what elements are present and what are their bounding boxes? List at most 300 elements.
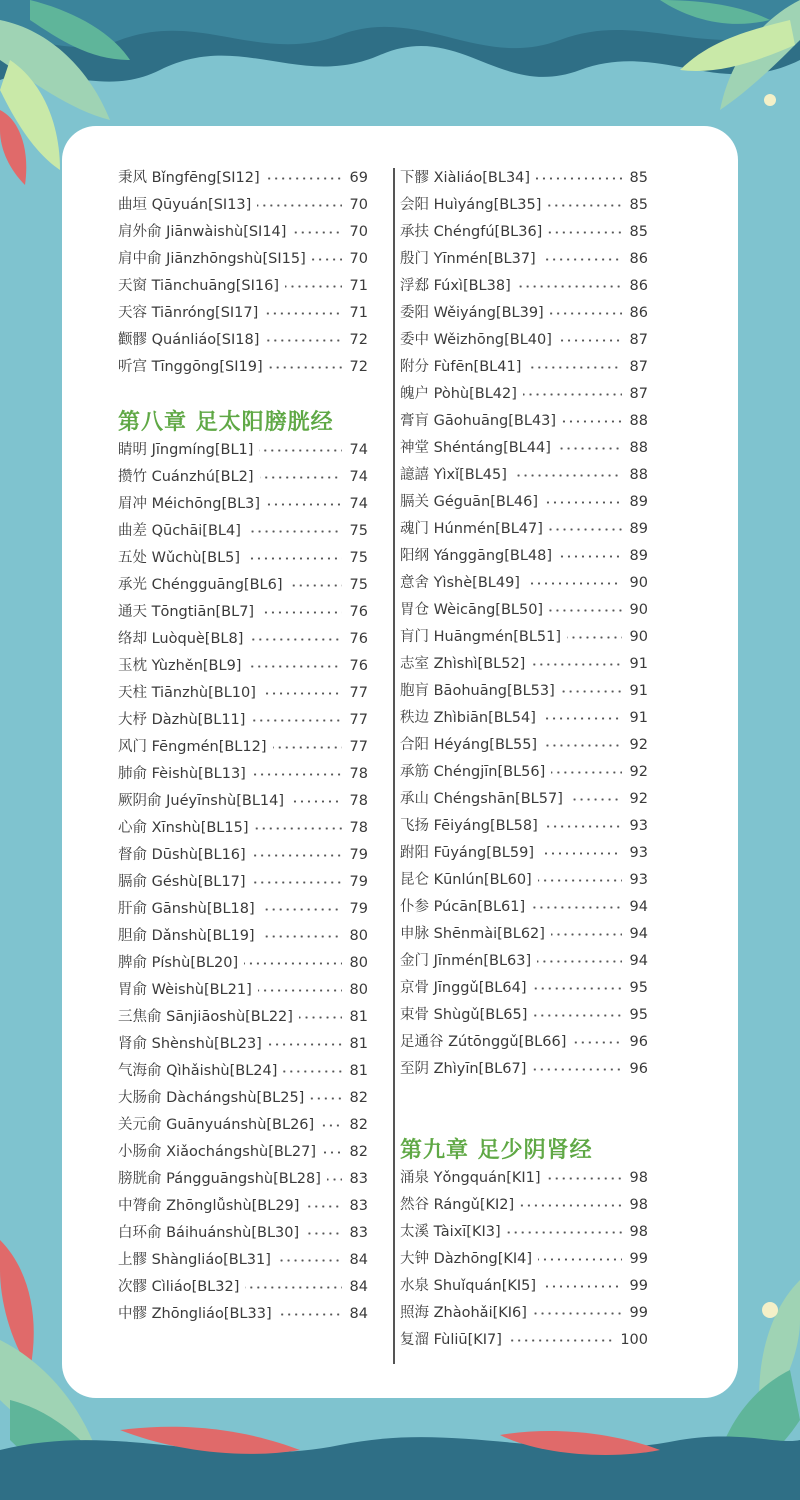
entry-page-number: 99 (629, 1305, 648, 1321)
leader-dots (517, 285, 622, 288)
entry-page-number: 91 (629, 710, 648, 726)
entry-name: 白环俞 Báihuánshù[BL30] (118, 1225, 300, 1241)
toc-entry[interactable] (400, 1219, 648, 1246)
entry-page-number: 98 (629, 1170, 648, 1186)
entry-name: 脾俞 Píshù[BL20] (118, 955, 239, 971)
entry-name: 上髎 Shàngliáo[BL31] (118, 1252, 271, 1268)
leader-dots (290, 800, 342, 803)
entry-page-number: 88 (629, 440, 648, 456)
entry-page-number: 91 (629, 683, 648, 699)
toc-entry[interactable] (400, 921, 648, 948)
toc-entry[interactable] (400, 597, 648, 624)
entry-name: 魂门 Húnmén[BL47] (400, 521, 543, 537)
toc-entry[interactable] (118, 192, 368, 219)
toc-entry[interactable] (400, 1300, 648, 1327)
entry-page-number: 86 (629, 251, 648, 267)
entry-name: 膏肓 Gāohuāng[BL43] (400, 413, 557, 429)
entry-page-number: 70 (349, 197, 368, 213)
entry-page-number: 83 (349, 1198, 368, 1214)
leader-dots (538, 879, 622, 882)
leader-dots (266, 177, 342, 180)
leader-dots (532, 1068, 622, 1071)
leader-dots (252, 773, 342, 776)
leader-dots (264, 312, 342, 315)
leader-dots (312, 258, 342, 261)
leader-dots (551, 933, 622, 936)
entry-name: 胃仓 Wèicāng[BL50] (400, 602, 544, 618)
entry-name: 厥阴俞 Juéyīnshù[BL14] (118, 793, 285, 809)
entry-page-number: 93 (629, 872, 648, 888)
leader-dots (299, 1016, 342, 1019)
toc-entry[interactable] (118, 327, 368, 354)
entry-page-number: 100 (620, 1332, 648, 1348)
entry-name: 秩边 Zhìbiān[BL54] (400, 710, 536, 726)
entry-page-number: 74 (349, 442, 368, 458)
entry-name: 膈俞 Géshù[BL17] (118, 874, 246, 890)
entry-name: 承山 Chéngshān[BL57] (400, 791, 563, 807)
toc-entry[interactable] (118, 734, 368, 761)
entry-page-number: 74 (349, 496, 368, 512)
toc-entry[interactable] (400, 1192, 648, 1219)
entry-name: 胆俞 Dǎnshù[BL19] (118, 928, 255, 944)
entry-name: 然谷 Rángǔ[KI2] (400, 1197, 515, 1213)
entry-name: 曲垣 Qūyuán[SI13] (118, 197, 252, 213)
entry-page-number: 87 (629, 386, 648, 402)
entry-page-number: 78 (349, 793, 368, 809)
entry-page-number: 79 (349, 901, 368, 917)
toc-entry[interactable] (118, 761, 368, 788)
entry-page-number: 88 (629, 413, 648, 429)
entry-page-number: 95 (629, 980, 648, 996)
leader-dots (533, 1014, 622, 1017)
leader-dots (558, 339, 622, 342)
entry-page-number: 77 (349, 712, 368, 728)
entry-name: 五处 Wǔchù[BL5] (118, 550, 241, 566)
entry-page-number: 92 (629, 791, 648, 807)
toc-entry[interactable] (118, 518, 368, 545)
leader-dots (520, 1204, 622, 1207)
toc-entry[interactable] (400, 300, 648, 327)
entry-name: 络却 Luòquè[BL8] (118, 631, 244, 647)
leader-dots (557, 447, 622, 450)
entry-page-number: 75 (349, 523, 368, 539)
entry-name: 曲差 Qūchāi[BL4] (118, 523, 241, 539)
leader-dots (322, 1151, 342, 1154)
toc-entry[interactable] (118, 1031, 368, 1058)
entry-page-number: 76 (349, 604, 368, 620)
entry-name: 眉冲 Méichōng[BL3] (118, 496, 261, 512)
toc-entry[interactable] (118, 572, 368, 599)
entry-name: 三焦俞 Sānjiāoshù[BL22] (118, 1009, 293, 1025)
entry-name: 玉枕 Yùzhěn[BL9] (118, 658, 242, 674)
entry-page-number: 89 (629, 494, 648, 510)
leader-dots (268, 1043, 342, 1046)
leader-dots (327, 1178, 342, 1181)
entry-page-number: 78 (349, 820, 368, 836)
toc-entry[interactable] (118, 1004, 368, 1031)
entry-page-number: 84 (349, 1306, 368, 1322)
entry-name: 肩外俞 Jiānwàishù[SI14] (118, 224, 287, 240)
leader-dots (305, 1205, 342, 1208)
entry-name: 肝俞 Gānshù[BL18] (118, 901, 255, 917)
toc-entry[interactable] (118, 165, 368, 192)
toc-entry[interactable] (118, 842, 368, 869)
entry-name: 风门 Fēngmén[BL12] (118, 739, 267, 755)
leader-dots (527, 366, 622, 369)
toc-entry[interactable] (118, 1247, 368, 1274)
toc-entry[interactable] (118, 1193, 368, 1220)
leader-dots (544, 825, 622, 828)
toc-entry[interactable] (400, 165, 648, 192)
toc-entry[interactable] (118, 1058, 368, 1085)
toc-entry[interactable] (400, 246, 648, 273)
leader-dots (273, 746, 343, 749)
leader-dots (507, 1231, 622, 1234)
entry-name: 跗阳 Fūyáng[BL59] (400, 845, 534, 861)
entry-list (400, 1165, 648, 1354)
entry-page-number: 87 (629, 359, 648, 375)
toc-entry[interactable] (400, 543, 648, 570)
entry-name: 仆参 Púcān[BL61] (400, 899, 526, 915)
entry-name: 太溪 Tàixī[KI3] (400, 1224, 501, 1240)
toc-entry[interactable] (118, 246, 368, 273)
leader-dots (536, 177, 622, 180)
entry-name: 天柱 Tiānzhù[BL10] (118, 685, 256, 701)
entry-name: 大钟 Dàzhōng[KI4] (400, 1251, 533, 1267)
toc-entry[interactable] (400, 354, 648, 381)
entry-page-number: 92 (629, 764, 648, 780)
entry-name: 复溜 Fùliū[KI7] (400, 1332, 502, 1348)
toc-entry[interactable] (400, 1246, 648, 1273)
entry-name: 下髎 Xiàliáo[BL34] (400, 170, 531, 186)
chapter-heading: 第八章 足太阳膀胱经 (118, 410, 334, 435)
entry-name: 肾俞 Shènshù[BL23] (118, 1036, 262, 1052)
entry-page-number: 70 (349, 251, 368, 267)
entry-name: 听宫 Tīnggōng[SI19] (118, 359, 263, 375)
entry-page-number: 82 (349, 1144, 368, 1160)
entry-page-number: 70 (349, 224, 368, 240)
entry-page-number: 90 (629, 575, 648, 591)
entry-page-number: 75 (349, 550, 368, 566)
toc-entry[interactable] (118, 896, 368, 923)
toc-entry[interactable] (400, 786, 648, 813)
toc-entry[interactable] (118, 300, 368, 327)
toc-entry[interactable] (118, 815, 368, 842)
entry-page-number: 93 (629, 818, 648, 834)
toc-entry[interactable] (118, 869, 368, 896)
entry-page-number: 79 (349, 847, 368, 863)
entry-name: 膈关 Géguān[BL46] (400, 494, 539, 510)
toc-entry[interactable] (400, 516, 648, 543)
leader-dots (538, 1258, 622, 1261)
toc-entry[interactable] (400, 570, 648, 597)
entry-page-number: 96 (629, 1061, 648, 1077)
entry-name: 中髎 Zhōngliáo[BL33] (118, 1306, 272, 1322)
entry-name: 秉风 Bǐngfēng[SI12] (118, 170, 260, 186)
entry-name: 金门 Jīnmén[BL63] (400, 953, 532, 969)
toc-entry[interactable] (118, 1220, 368, 1247)
entry-name: 天容 Tiānróng[SI17] (118, 305, 259, 321)
toc-entry[interactable] (400, 381, 648, 408)
entry-page-number: 74 (349, 469, 368, 485)
toc-entry[interactable] (400, 1273, 648, 1300)
entry-page-number: 98 (629, 1197, 648, 1213)
toc-entry[interactable] (400, 219, 648, 246)
entry-name: 承筋 Chéngjīn[BL56] (400, 764, 546, 780)
toc-entry[interactable] (118, 626, 368, 653)
leader-dots (533, 987, 623, 990)
entry-page-number: 88 (629, 467, 648, 483)
entry-name: 志室 Zhìshì[BL52] (400, 656, 526, 672)
toc-entry[interactable] (118, 1274, 368, 1301)
leader-dots (246, 557, 342, 560)
entry-page-number: 82 (349, 1090, 368, 1106)
entry-page-number: 84 (349, 1252, 368, 1268)
toc-entry[interactable] (118, 653, 368, 680)
leader-dots (572, 1041, 622, 1044)
toc-entry[interactable] (118, 219, 368, 246)
leader-dots (549, 528, 622, 531)
toc-entry[interactable] (400, 435, 648, 462)
entry-page-number: 72 (349, 332, 368, 348)
entry-name: 委中 Wěizhōng[BL40] (400, 332, 552, 348)
leader-dots (547, 1177, 622, 1180)
leader-dots (247, 665, 342, 668)
entry-name: 委阳 Wěiyáng[BL39] (400, 305, 544, 321)
entry-list (118, 165, 368, 381)
toc-entry[interactable] (400, 894, 648, 921)
entry-page-number: 94 (629, 926, 648, 942)
toc-left-column (118, 165, 368, 1328)
toc-entry[interactable] (400, 759, 648, 786)
entry-name: 次髎 Cìliáo[BL32] (118, 1279, 240, 1295)
entry-name: 肓门 Huāngmén[BL51] (400, 629, 562, 645)
toc-entry[interactable] (400, 732, 648, 759)
toc-entry[interactable] (118, 354, 368, 381)
entry-page-number: 85 (629, 197, 648, 213)
leader-dots (249, 638, 342, 641)
toc-entry[interactable] (400, 1327, 648, 1354)
entry-name: 附分 Fùfēn[BL41] (400, 359, 522, 375)
entry-name: 水泉 Shuǐquán[KI5] (400, 1278, 537, 1294)
entry-name: 飞扬 Fēiyáng[BL58] (400, 818, 538, 834)
entry-page-number: 96 (629, 1034, 648, 1050)
entry-name: 肩中俞 Jiānzhōngshù[SI15] (118, 251, 306, 267)
leader-dots (255, 827, 343, 830)
toc-entry[interactable] (400, 1002, 648, 1029)
toc-entry[interactable] (118, 1166, 368, 1193)
leader-dots (259, 449, 342, 452)
toc-entry[interactable] (118, 950, 368, 977)
toc-entry[interactable] (118, 1139, 368, 1166)
leader-dots (251, 719, 342, 722)
leader-dots (257, 204, 342, 207)
toc-entry[interactable] (118, 1085, 368, 1112)
leader-dots (523, 393, 622, 396)
toc-entry[interactable] (400, 705, 648, 732)
bottom-wave-decoration (0, 1390, 800, 1500)
entry-page-number: 82 (349, 1117, 368, 1133)
toc-entry[interactable] (400, 1056, 648, 1083)
toc-entry[interactable] (118, 599, 368, 626)
entry-page-number: 76 (349, 631, 368, 647)
entry-page-number: 86 (629, 305, 648, 321)
entry-name: 涌泉 Yǒngquán[KI1] (400, 1170, 541, 1186)
leader-dots (310, 1097, 342, 1100)
entry-page-number: 94 (629, 953, 648, 969)
entry-page-number: 90 (629, 629, 648, 645)
entry-page-number: 85 (629, 170, 648, 186)
leader-dots (542, 717, 622, 720)
toc-entry[interactable] (400, 273, 648, 300)
toc-entry[interactable] (400, 678, 648, 705)
toc-entry[interactable] (118, 1112, 368, 1139)
toc-entry[interactable] (118, 491, 368, 518)
entry-name: 神堂 Shéntáng[BL44] (400, 440, 551, 456)
entry-page-number: 89 (629, 521, 648, 537)
entry-name: 督俞 Dūshù[BL16] (118, 847, 246, 863)
toc-entry[interactable] (400, 840, 648, 867)
leader-dots (508, 1339, 614, 1342)
toc-entry[interactable] (118, 707, 368, 734)
entry-name: 承光 Chéngguāng[BL6] (118, 577, 283, 593)
entry-page-number: 98 (629, 1224, 648, 1240)
leader-dots (562, 420, 622, 423)
toc-entry[interactable] (400, 975, 648, 1002)
entry-name: 浮郄 Fúxì[BL38] (400, 278, 511, 294)
entry-page-number: 84 (349, 1279, 368, 1295)
entry-page-number: 79 (349, 874, 368, 890)
entry-page-number: 77 (349, 739, 368, 755)
entry-name: 膀胱俞 Pángguāngshù[BL28] (118, 1171, 321, 1187)
leader-dots (261, 908, 342, 911)
toc-entry[interactable] (400, 192, 648, 219)
leader-dots (269, 366, 342, 369)
leader-dots (244, 962, 342, 965)
entry-list (400, 165, 648, 1083)
toc-entry[interactable] (118, 437, 368, 464)
entry-name: 气海俞 Qìhǎishù[BL24] (118, 1063, 278, 1079)
leader-dots (305, 1232, 342, 1235)
entry-page-number: 72 (349, 359, 368, 375)
leader-dots (245, 1286, 342, 1289)
toc-entry[interactable] (400, 813, 648, 840)
leader-dots (542, 1285, 622, 1288)
toc-entry[interactable] (118, 788, 368, 815)
toc-entry[interactable] (400, 1029, 648, 1056)
entry-name: 小肠俞 Xiǎochángshù[BL27] (118, 1144, 316, 1160)
entry-name: 大杼 Dàzhù[BL11] (118, 712, 246, 728)
leader-dots (260, 611, 342, 614)
entry-name: 至阴 Zhìyīn[BL67] (400, 1061, 527, 1077)
entry-name: 大肠俞 Dàchángshù[BL25] (118, 1090, 305, 1106)
entry-name: 阳纲 Yánggāng[BL48] (400, 548, 553, 564)
entry-page-number: 69 (349, 170, 368, 186)
toc-entry[interactable] (118, 545, 368, 572)
toc-entry[interactable] (400, 489, 648, 516)
toc-entry[interactable] (400, 408, 648, 435)
leader-dots (533, 1312, 622, 1315)
leader-dots (258, 989, 342, 992)
entry-page-number: 80 (349, 982, 368, 998)
leader-dots (252, 854, 342, 857)
toc-entry[interactable] (118, 977, 368, 1004)
entry-name: 肺俞 Fèishù[BL13] (118, 766, 246, 782)
toc-entry[interactable] (400, 867, 648, 894)
toc-entry[interactable] (400, 624, 648, 651)
entry-page-number: 92 (629, 737, 648, 753)
entry-name: 照海 Zhàohǎi[KI6] (400, 1305, 527, 1321)
entry-name: 颧髎 Quánliáo[SI18] (118, 332, 260, 348)
toc-entry[interactable] (118, 1301, 368, 1328)
toc-entry[interactable] (118, 273, 368, 300)
entry-name: 昆仑 Kūnlún[BL60] (400, 872, 532, 888)
entry-page-number: 99 (629, 1278, 648, 1294)
toc-right-column (400, 165, 648, 1354)
entry-name: 胃俞 Wèishù[BL21] (118, 982, 252, 998)
entry-name: 合阳 Héyáng[BL55] (400, 737, 538, 753)
leader-dots (261, 935, 342, 938)
toc-entry[interactable] (400, 1165, 648, 1192)
leader-dots (558, 555, 622, 558)
leader-dots (292, 231, 342, 234)
leader-dots (260, 476, 342, 479)
leader-dots (542, 258, 622, 261)
leader-dots (567, 636, 622, 639)
entry-page-number: 81 (349, 1036, 368, 1052)
leader-dots (543, 744, 622, 747)
entry-page-number: 83 (349, 1171, 368, 1187)
entry-name: 会阳 Huìyáng[BL35] (400, 197, 542, 213)
entry-name: 攒竹 Cuánzhú[BL2] (118, 469, 254, 485)
leader-dots (265, 339, 342, 342)
toc-entry[interactable] (118, 923, 368, 950)
entry-name: 通天 Tōngtiān[BL7] (118, 604, 255, 620)
toc-entry[interactable] (400, 651, 648, 678)
chapter-heading: 第九章 足少阴肾经 (400, 1138, 593, 1163)
entry-page-number: 77 (349, 685, 368, 701)
entry-name: 申脉 Shēnmài[BL62] (400, 926, 545, 942)
entry-page-number: 91 (629, 656, 648, 672)
entry-page-number: 94 (629, 899, 648, 915)
entry-name: 睛明 Jīngmíng[BL1] (118, 442, 254, 458)
toc-entry[interactable] (400, 948, 648, 975)
entry-page-number: 90 (629, 602, 648, 618)
entry-page-number: 75 (349, 577, 368, 593)
leader-dots (537, 960, 622, 963)
toc-entry[interactable] (118, 680, 368, 707)
leader-dots (252, 881, 343, 884)
toc-entry[interactable] (118, 464, 368, 491)
leader-dots (548, 231, 622, 234)
leader-dots (277, 1259, 342, 1262)
leader-dots (561, 690, 622, 693)
leader-dots (278, 1313, 342, 1316)
toc-entry[interactable] (400, 462, 648, 489)
entry-name: 殷门 Yīnmén[BL37] (400, 251, 536, 267)
entry-page-number: 95 (629, 1007, 648, 1023)
leader-dots (526, 582, 622, 585)
leader-dots (285, 285, 342, 288)
toc-entry[interactable] (400, 327, 648, 354)
entry-name: 承扶 Chéngfú[BL36] (400, 224, 543, 240)
entry-name: 足通谷 Zútōnggǔ[BL66] (400, 1034, 567, 1050)
entry-page-number: 81 (349, 1009, 368, 1025)
entry-page-number: 80 (349, 955, 368, 971)
entry-name: 魄户 Pòhù[BL42] (400, 386, 517, 402)
entry-page-number: 71 (349, 305, 368, 321)
leader-dots (550, 312, 622, 315)
